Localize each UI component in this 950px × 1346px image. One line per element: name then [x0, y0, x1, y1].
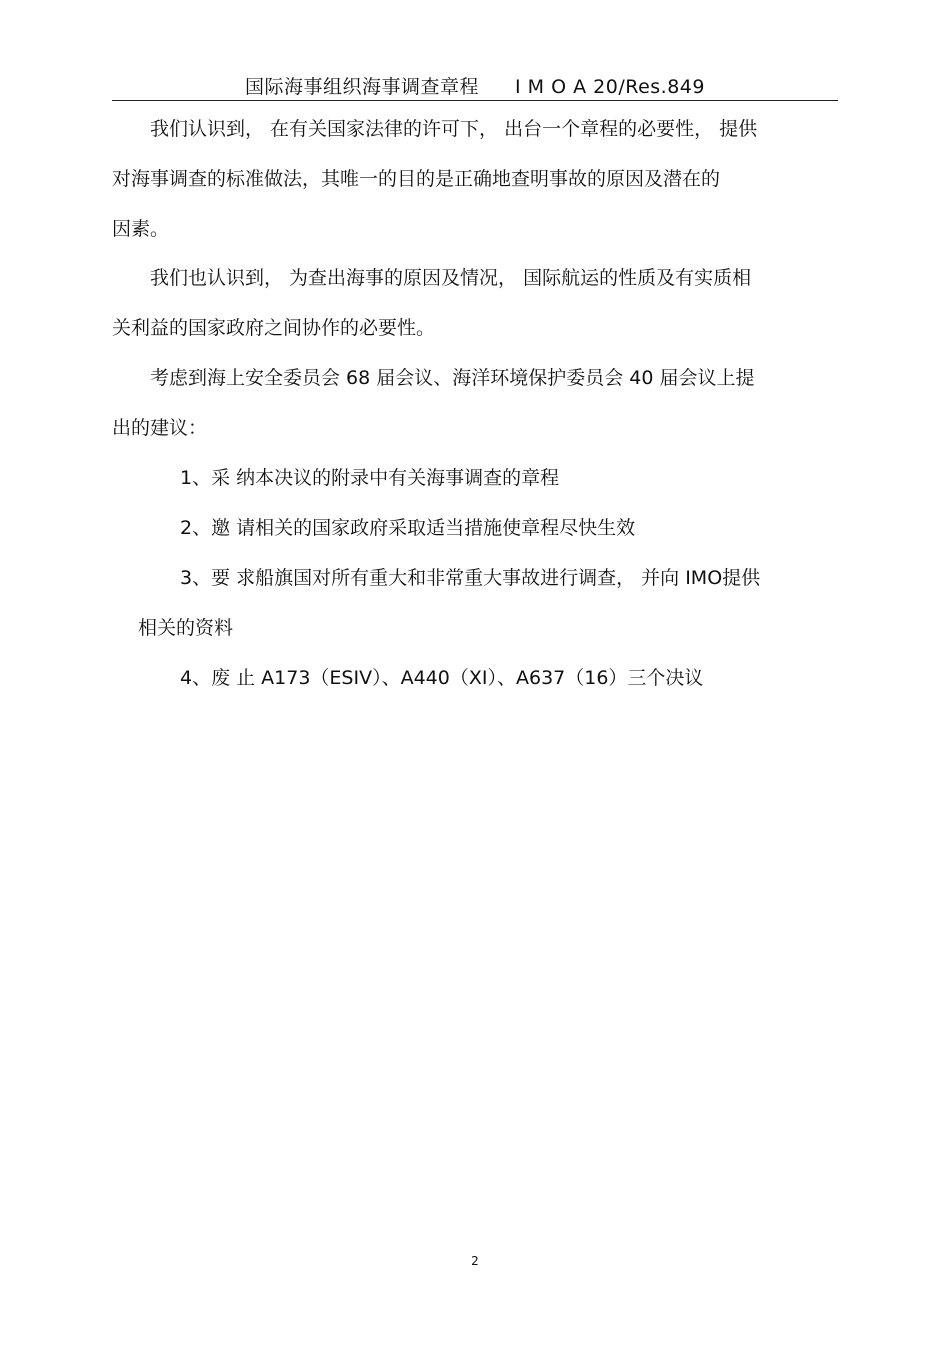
list-item-1: 1、采 纳本决议的附录中有关海事调查的章程	[180, 467, 560, 489]
header-rule	[112, 100, 838, 101]
paragraph-3-line-1: 考虑到海上安全委员会 68 届会议、海洋环境保护委员会 40 届会议上提	[150, 367, 755, 389]
list-item-4: 4、废 止 A173（ESIV）、A440（XI）、A637（16）三个决议	[180, 667, 704, 689]
page-number: 2	[471, 1254, 479, 1268]
paragraph-3-line-2: 出的建议：	[112, 417, 208, 439]
paragraph-2-line-1: 我们也认识到， 为查出海事的原因及情况， 国际航运的性质及有实质相	[150, 267, 752, 289]
paragraph-1-line-3: 因素。	[112, 218, 170, 240]
list-item-3-line-2: 相关的资料	[138, 617, 234, 639]
paragraph-2-line-2: 关利益的国家政府之间协作的必要性。	[112, 317, 436, 339]
paragraph-1-line-1: 我们认识到， 在有关国家法律的许可下， 出台一个章程的必要性， 提供	[150, 118, 758, 140]
header-doc-ref: I M O A 20/Res.849	[515, 76, 705, 98]
list-item-2: 2、邀 请相关的国家政府采取适当措施使章程尽快生效	[180, 517, 636, 539]
running-header	[112, 72, 838, 99]
paragraph-1-line-2: 对海事调查的标准做法，其唯一的目的是正确地查明事故的原因及潜在的	[112, 168, 721, 190]
header-title: 国际海事组织海事调查章程	[245, 76, 480, 98]
list-item-3-line-1: 3、要 求船旗国对所有重大和非常重大事故进行调查， 并向 IMO提供	[180, 567, 761, 589]
